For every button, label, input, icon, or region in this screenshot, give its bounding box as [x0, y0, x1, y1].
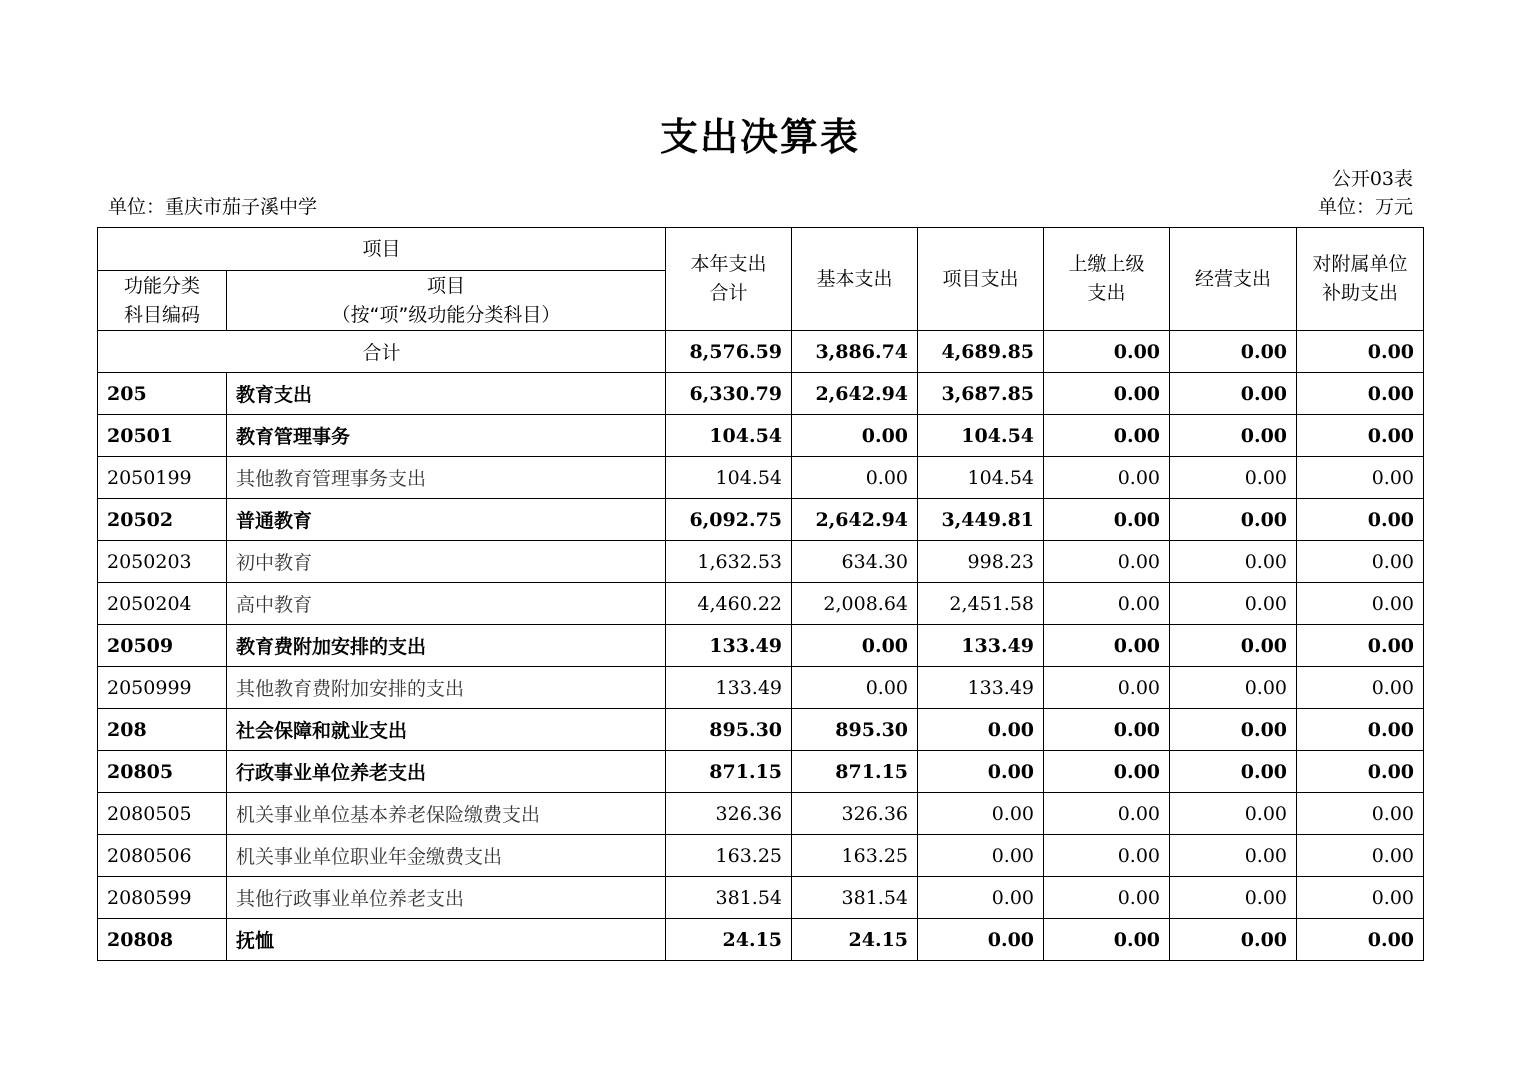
row-value: 1,632.53 [666, 541, 792, 583]
row-value: 0.00 [1170, 415, 1297, 457]
row-value: 0.00 [792, 625, 918, 667]
row-value: 104.54 [918, 415, 1044, 457]
row-value: 133.49 [918, 625, 1044, 667]
row-value: 0.00 [918, 709, 1044, 751]
row-value: 0.00 [1170, 667, 1297, 709]
row-value: 0.00 [1170, 373, 1297, 415]
row-value: 0.00 [1297, 541, 1424, 583]
row-value: 6,092.75 [666, 499, 792, 541]
row-value: 0.00 [918, 877, 1044, 919]
total-label: 合计 [98, 331, 666, 373]
row-name: 机关事业单位基本养老保险缴费支出 [227, 793, 666, 835]
row-value: 0.00 [1170, 499, 1297, 541]
row-value: 0.00 [1297, 457, 1424, 499]
row-code: 20805 [98, 751, 227, 793]
row-value: 0.00 [1297, 583, 1424, 625]
table-row [98, 667, 1424, 709]
row-value: 0.00 [1044, 919, 1170, 961]
table-row [98, 541, 1424, 583]
row-value: 0.00 [918, 751, 1044, 793]
table-row [98, 415, 1424, 457]
row-value: 998.23 [918, 541, 1044, 583]
row-value: 104.54 [666, 457, 792, 499]
row-value: 0.00 [1170, 751, 1297, 793]
row-value: 0.00 [1044, 709, 1170, 751]
row-value: 0.00 [1297, 877, 1424, 919]
header-item-group: 项目 [98, 228, 666, 271]
row-value: 0.00 [1044, 499, 1170, 541]
row-value: 6,330.79 [666, 373, 792, 415]
row-value: 326.36 [666, 793, 792, 835]
row-code: 2050199 [98, 457, 227, 499]
table-row [98, 457, 1424, 499]
expenditure-table [97, 227, 1424, 961]
table-row [98, 919, 1424, 961]
row-value: 0.00 [1044, 751, 1170, 793]
row-value: 0.00 [792, 457, 918, 499]
row-code: 2080506 [98, 835, 227, 877]
row-name: 普通教育 [227, 499, 666, 541]
row-value: 0.00 [918, 793, 1044, 835]
reporting-unit: 单位：重庆市茄子溪中学 [108, 196, 318, 218]
row-code: 2050999 [98, 667, 227, 709]
row-value: 0.00 [1297, 751, 1424, 793]
row-value: 0.00 [1044, 667, 1170, 709]
row-value: 0.00 [1297, 625, 1424, 667]
row-value: 163.25 [792, 835, 918, 877]
row-code: 2050204 [98, 583, 227, 625]
row-value: 0.00 [1297, 709, 1424, 751]
row-name: 教育管理事务 [227, 415, 666, 457]
row-value: 0.00 [1044, 541, 1170, 583]
row-value: 0.00 [1297, 835, 1424, 877]
row-value: 871.15 [666, 751, 792, 793]
row-value: 871.15 [792, 751, 918, 793]
row-value: 133.49 [666, 625, 792, 667]
row-value: 0.00 [1170, 919, 1297, 961]
row-value: 0.00 [918, 919, 1044, 961]
total-value: 0.00 [1297, 331, 1424, 373]
row-name: 教育费附加安排的支出 [227, 625, 666, 667]
page-title: 支出决算表 [659, 115, 860, 159]
table-row [98, 793, 1424, 835]
row-value: 381.54 [792, 877, 918, 919]
header-business: 经营支出 [1170, 228, 1297, 331]
row-value: 326.36 [792, 793, 918, 835]
row-value: 2,642.94 [792, 373, 918, 415]
total-value: 4,689.85 [918, 331, 1044, 373]
row-value: 0.00 [1044, 835, 1170, 877]
row-value: 0.00 [1170, 877, 1297, 919]
row-value: 0.00 [1170, 583, 1297, 625]
row-value: 0.00 [1297, 919, 1424, 961]
row-value: 133.49 [918, 667, 1044, 709]
row-code: 2080599 [98, 877, 227, 919]
row-value: 381.54 [666, 877, 792, 919]
row-value: 0.00 [1044, 415, 1170, 457]
row-code: 20501 [98, 415, 227, 457]
row-value: 0.00 [1044, 793, 1170, 835]
row-value: 0.00 [1297, 415, 1424, 457]
row-value: 895.30 [666, 709, 792, 751]
row-name: 机关事业单位职业年金缴费支出 [227, 835, 666, 877]
row-value: 895.30 [792, 709, 918, 751]
table-row [98, 625, 1424, 667]
header-total: 本年支出 合计 [666, 228, 792, 331]
total-value: 0.00 [1170, 331, 1297, 373]
row-name: 行政事业单位养老支出 [227, 751, 666, 793]
row-value: 2,008.64 [792, 583, 918, 625]
row-code: 20502 [98, 499, 227, 541]
header-item: 项目 （按“项”级功能分类科目） [227, 271, 666, 331]
header-project: 项目支出 [918, 228, 1044, 331]
row-value: 0.00 [792, 415, 918, 457]
row-value: 2,642.94 [792, 499, 918, 541]
total-row [98, 331, 1424, 373]
row-value: 634.30 [792, 541, 918, 583]
total-value: 3,886.74 [792, 331, 918, 373]
row-name: 高中教育 [227, 583, 666, 625]
row-value: 0.00 [1170, 709, 1297, 751]
row-value: 0.00 [918, 835, 1044, 877]
row-value: 3,449.81 [918, 499, 1044, 541]
row-value: 104.54 [666, 415, 792, 457]
table-row [98, 583, 1424, 625]
row-value: 3,687.85 [918, 373, 1044, 415]
table-row [98, 877, 1424, 919]
row-value: 0.00 [1170, 457, 1297, 499]
row-name: 抚恤 [227, 919, 666, 961]
row-value: 0.00 [1297, 793, 1424, 835]
row-value: 24.15 [666, 919, 792, 961]
row-code: 208 [98, 709, 227, 751]
header-basic: 基本支出 [792, 228, 918, 331]
row-name: 其他行政事业单位养老支出 [227, 877, 666, 919]
table-row [98, 499, 1424, 541]
row-value: 0.00 [1044, 877, 1170, 919]
row-code: 2080505 [98, 793, 227, 835]
row-value: 0.00 [1170, 793, 1297, 835]
row-value: 0.00 [1044, 373, 1170, 415]
row-code: 20509 [98, 625, 227, 667]
row-code: 2050203 [98, 541, 227, 583]
total-value: 8,576.59 [666, 331, 792, 373]
header-subsidy: 对附属单位 补助支出 [1297, 228, 1424, 331]
row-name: 其他教育费附加安排的支出 [227, 667, 666, 709]
table-row [98, 751, 1424, 793]
currency-unit: 单位：万元 [1317, 196, 1413, 218]
total-value: 0.00 [1044, 331, 1170, 373]
header-upper: 上缴上级 支出 [1044, 228, 1170, 331]
row-name: 社会保障和就业支出 [227, 709, 666, 751]
row-value: 0.00 [1044, 625, 1170, 667]
row-name: 教育支出 [227, 373, 666, 415]
row-value: 104.54 [918, 457, 1044, 499]
row-value: 0.00 [1297, 667, 1424, 709]
row-value: 133.49 [666, 667, 792, 709]
table-row [98, 373, 1424, 415]
table-body [98, 331, 1424, 961]
row-value: 0.00 [1170, 541, 1297, 583]
row-value: 0.00 [1044, 457, 1170, 499]
row-name: 其他教育管理事务支出 [227, 457, 666, 499]
row-value: 0.00 [1297, 499, 1424, 541]
row-value: 0.00 [1044, 583, 1170, 625]
row-value: 2,451.58 [918, 583, 1044, 625]
table-row [98, 835, 1424, 877]
row-value: 4,460.22 [666, 583, 792, 625]
header-code: 功能分类 科目编码 [98, 271, 227, 331]
form-number: 公开03表 [1331, 168, 1413, 190]
row-code: 205 [98, 373, 227, 415]
row-value: 0.00 [792, 667, 918, 709]
row-name: 初中教育 [227, 541, 666, 583]
row-value: 0.00 [1170, 835, 1297, 877]
row-value: 24.15 [792, 919, 918, 961]
table-row [98, 709, 1424, 751]
row-value: 0.00 [1170, 625, 1297, 667]
row-code: 20808 [98, 919, 227, 961]
row-value: 0.00 [1297, 373, 1424, 415]
row-value: 163.25 [666, 835, 792, 877]
